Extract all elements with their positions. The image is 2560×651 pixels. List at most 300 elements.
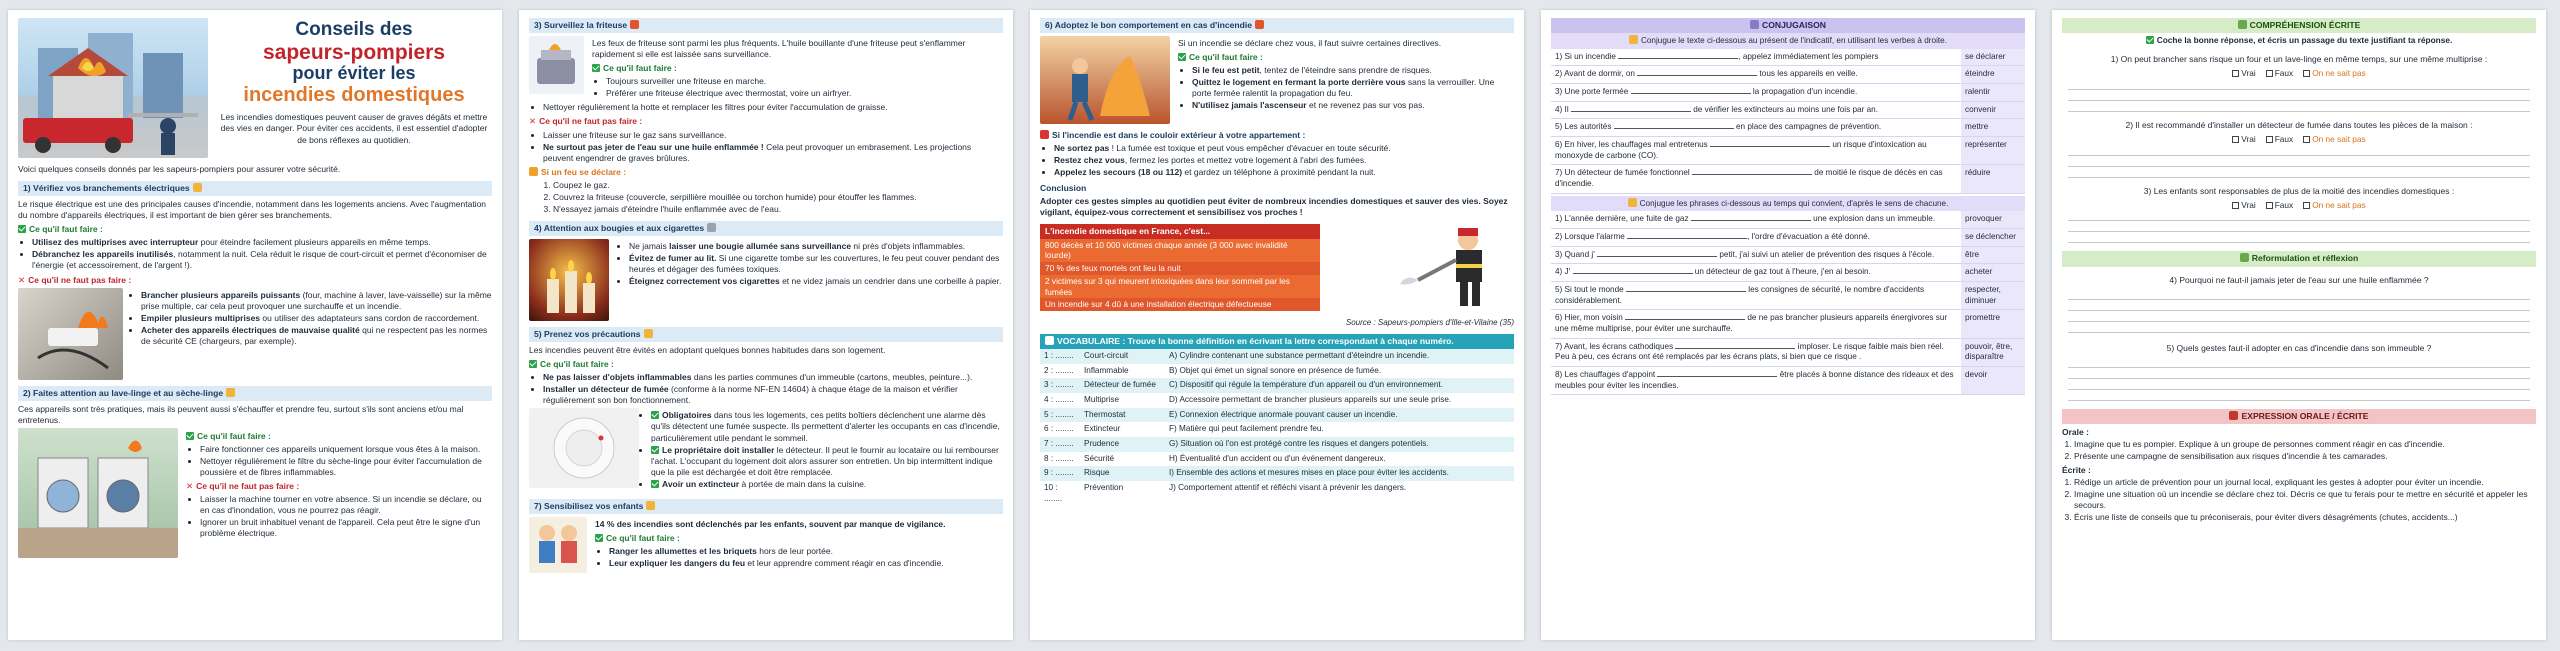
list-item bbox=[141, 313, 492, 324]
conjugation-row bbox=[1551, 264, 2025, 282]
conjugation-table-2 bbox=[1551, 211, 2025, 395]
check-icon bbox=[1178, 53, 1186, 61]
bold-text: N'utilisez jamais l'ascenseur bbox=[1192, 100, 1307, 111]
section-4-heading bbox=[529, 221, 1003, 236]
blank-field[interactable] bbox=[1618, 52, 1738, 59]
fire-icon bbox=[1255, 20, 1264, 29]
corridor-list bbox=[1054, 143, 1514, 178]
option-label: Vrai bbox=[2241, 199, 2256, 210]
do-heading bbox=[1178, 52, 1514, 63]
sentence-cell bbox=[1551, 229, 1961, 247]
list-item: 1. Imagine que tu es pompier. Explique à un groupe de personnes comment réagir en cas d'incendie. bbox=[2074, 439, 2536, 450]
list-item bbox=[32, 249, 492, 271]
vocab-definition: A) Cylindre contenant une substance permettant d'éteindre un incendie. bbox=[1165, 349, 1514, 364]
option-1[interactable] bbox=[2266, 200, 2293, 210]
sentence-end: les consignes de sécurité, le nombre d'accidents considérablement. bbox=[1555, 285, 1925, 305]
bold-text: Appelez les secours (18 ou 112) bbox=[1054, 167, 1183, 178]
answer-line[interactable] bbox=[2068, 90, 2530, 101]
verb-cell: provoquer bbox=[1961, 211, 2025, 228]
list-item: • Laisser la machine tourner en votre absence. Si un incendie se déclare, ou en cas d'inondation, vous ne pourrez pas réagir. bbox=[200, 494, 492, 516]
sentence-end: de vérifier les extincteurs au moins une fois par an. bbox=[1690, 104, 1878, 114]
do-heading bbox=[595, 533, 1003, 544]
facts-box bbox=[1040, 224, 1514, 314]
expression-title: EXPRESSION ORALE / ÉCRITE bbox=[2241, 410, 2369, 421]
answer-line[interactable] bbox=[2068, 368, 2530, 379]
answer-line[interactable] bbox=[2068, 221, 2530, 232]
text: à portée de main dans la cuisine. bbox=[739, 478, 867, 489]
list-item bbox=[651, 479, 1003, 490]
s3-do-list-2 bbox=[543, 102, 1003, 113]
answer-line[interactable] bbox=[2068, 311, 2530, 322]
answer-line[interactable] bbox=[2068, 79, 2530, 90]
option-label: On ne sait pas bbox=[2312, 133, 2366, 144]
list-item: 2. Imagine une situation où un incendie se déclare chez toi. Décris ce que tu ferais pour te mettre en sécurité et appeler les secours. bbox=[2074, 489, 2536, 511]
blank-field[interactable] bbox=[1710, 140, 1830, 147]
book-icon bbox=[1045, 336, 1054, 345]
section-1-heading bbox=[18, 181, 492, 196]
check-icon bbox=[651, 411, 659, 419]
answer-options bbox=[2062, 68, 2536, 79]
list-item: • Nettoyer régulièrement le filtre du sèche-linge pour éviter l'accumulation de poussière et de fibres inflammables. bbox=[200, 456, 492, 478]
sentence-end: une explosion dans un immeuble. bbox=[1810, 214, 1936, 224]
comprehension-instruction bbox=[2062, 35, 2536, 46]
list-item bbox=[543, 372, 1003, 383]
option-0[interactable] bbox=[2232, 68, 2255, 78]
blank-field[interactable] bbox=[1597, 250, 1717, 257]
checkbox[interactable] bbox=[2303, 70, 2310, 77]
section-5-heading bbox=[529, 327, 1003, 342]
blank-field[interactable] bbox=[1631, 87, 1751, 94]
dont-heading bbox=[18, 275, 492, 286]
house-fire-illustration bbox=[18, 18, 208, 158]
bold-text: Évitez de fumer au lit. bbox=[629, 253, 717, 264]
checkbox[interactable] bbox=[2303, 202, 2310, 209]
option-0[interactable] bbox=[2232, 134, 2255, 144]
conjugation-row bbox=[1551, 211, 2025, 228]
do-heading bbox=[186, 431, 492, 442]
text: et leur apprendre comment réagir en cas d'incendie. bbox=[745, 558, 944, 569]
bold-text: Brancher plusieurs appareils puissants bbox=[141, 289, 301, 300]
blank-field[interactable] bbox=[1614, 122, 1734, 129]
text: hors de leur portée. bbox=[756, 546, 833, 556]
oral-heading: Orale : bbox=[2062, 426, 2089, 437]
vocab-number[interactable]: 6 : ........ bbox=[1040, 422, 1080, 437]
face-icon bbox=[226, 388, 235, 397]
question-2: 2) Il est recommandé d'installer un détecteur de fumée dans toutes les pièces de la maison : bbox=[2125, 119, 2473, 130]
check-icon bbox=[651, 446, 659, 454]
list-item bbox=[651, 445, 1003, 478]
sentence-end: de moitié le risque de décès en cas d'incendie. bbox=[1555, 168, 1943, 189]
answer-line[interactable] bbox=[2068, 322, 2530, 333]
conclusion-text: Adopter ces gestes simples au quotidien peut éviter de nombreux incendies domestiques et sauver des vies. Soyez vigilant, équipez-vous correctement et sensibilisez vos proches ! bbox=[1040, 196, 1508, 218]
checkbox[interactable] bbox=[2232, 202, 2239, 209]
blank-field[interactable] bbox=[1675, 342, 1795, 349]
do-label: Ce qu'il faut faire : bbox=[1189, 52, 1263, 63]
list-item bbox=[1192, 100, 1514, 111]
sentence-start: 4) J' bbox=[1555, 267, 1573, 277]
verb-cell: éteindre bbox=[1961, 66, 2025, 84]
blank-field[interactable] bbox=[1691, 214, 1811, 221]
list-item bbox=[609, 558, 1003, 569]
list-item: 3. Écris une liste de conseils que tu préconiserais, pour éviter divers désagréments (chutes, accidents...) bbox=[2074, 512, 2536, 523]
option-label: Vrai bbox=[2241, 68, 2256, 78]
vocab-word: Prudence bbox=[1080, 437, 1165, 452]
option-1[interactable] bbox=[2266, 134, 2293, 144]
fire-heading bbox=[529, 167, 1003, 178]
conjugation-instruction-2 bbox=[1551, 196, 2025, 212]
vocab-row bbox=[1040, 452, 1514, 467]
list-item bbox=[1054, 155, 1514, 166]
list-item: 3. N'essayez jamais d'éteindre l'huile enflammée avec de l'eau. bbox=[553, 204, 1003, 215]
text: qui ne respectent pas les normes de sécurité CE (chargeurs, par exemple). bbox=[141, 324, 488, 346]
list-item: • Faire fonctionner ces appareils uniquement lorsque vous êtes à la maison. bbox=[200, 444, 492, 455]
blank-field[interactable] bbox=[1692, 168, 1812, 175]
vocab-definition: G) Situation où l'on est protégé contre les risques et dangers potentiels. bbox=[1165, 437, 1514, 452]
blank-field[interactable] bbox=[1571, 105, 1691, 112]
s4-row bbox=[529, 239, 1003, 321]
option-2[interactable] bbox=[2303, 200, 2366, 210]
vocab-row bbox=[1040, 481, 1514, 506]
expression-heading bbox=[2062, 409, 2536, 424]
overloaded-outlet-image bbox=[18, 288, 123, 380]
dont-label: Ce qu'il ne faut pas faire : bbox=[196, 481, 300, 491]
list-item bbox=[141, 290, 492, 312]
smoke-detector-image bbox=[529, 408, 639, 488]
sentence-start: 2) Lorsque l'alarme bbox=[1555, 232, 1628, 242]
oral-list bbox=[2074, 439, 2536, 462]
blank-field[interactable] bbox=[1657, 370, 1777, 377]
section-5-title: 5) Prenez vos précautions bbox=[534, 329, 641, 339]
sentence-start: 8) Les chauffages d'appoint bbox=[1555, 369, 1658, 379]
blank-field[interactable] bbox=[1625, 313, 1745, 320]
vocab-row bbox=[1040, 437, 1514, 452]
sentence-start: 7) Avant, les écrans cathodiques bbox=[1555, 341, 1676, 351]
section-3-title: 3) Surveillez la friteuse bbox=[534, 20, 628, 30]
text: , fermez les portes et mettez votre logement à l'abri des fumées. bbox=[1124, 155, 1367, 166]
instruction-text: Conjugue le texte ci-dessous au présent de l'indicatif, en utilisant les verbes à droite. bbox=[1640, 36, 1948, 46]
intro-text: Voici quelques conseils donnés par les sapeurs-pompiers pour assurer votre sécurité. bbox=[18, 164, 341, 174]
vocab-word: Risque bbox=[1080, 466, 1165, 481]
reflection-title: Reformulation et réflexion bbox=[2251, 253, 2359, 264]
text: le détecteur. Il peut le fournir au locataire ou lui rembourser l'achat. L'occupant du logement doit alors assurer son entretien. Un bip intermittent indique que la pile est déchargée et doit être remplacée. bbox=[651, 444, 999, 477]
list-item bbox=[629, 241, 1003, 252]
answer-line[interactable] bbox=[2068, 357, 2530, 368]
option-label: Faux bbox=[2274, 199, 2294, 210]
hero bbox=[18, 18, 492, 158]
book-icon bbox=[1750, 20, 1759, 29]
verb-cell: mettre bbox=[1961, 119, 2025, 137]
section-7-heading bbox=[529, 499, 1003, 514]
evacuation-image bbox=[1040, 36, 1170, 124]
list-item: • Ignorer un bruit inhabituel venant de l'appareil. Cela peut être le signe d'un problème électrique. bbox=[200, 517, 492, 539]
vocab-title: VOCABULAIRE : Trouve la bonne définition en écrivant la lettre correspondant à chaque numéro. bbox=[1057, 335, 1454, 346]
checkbox[interactable] bbox=[2266, 202, 2273, 209]
list-item: • Nettoyer régulièrement la hotte et remplacer les filtres pour éviter l'accumulation de graisse. bbox=[543, 102, 1003, 113]
source-credit: Source : Sapeurs-pompiers d'Ille-et-Vilaine (35) bbox=[1345, 317, 1514, 327]
sentence-start: 2) Avant de dormir, on bbox=[1555, 69, 1638, 79]
vocab-row bbox=[1040, 378, 1514, 393]
list-item bbox=[629, 253, 1003, 275]
s2-text-block bbox=[186, 428, 492, 541]
answer-line[interactable] bbox=[2068, 156, 2530, 167]
text: Laisser une friteuse sur le gaz sans surveillance. bbox=[543, 129, 727, 140]
verb-cell: respecter, diminuer bbox=[1961, 282, 2025, 310]
s7-block bbox=[595, 517, 1003, 571]
section-5-text: Les incendies peuvent être évités en adoptant quelques bonnes habitudes dans son logement. bbox=[529, 345, 886, 356]
s1-dont-list bbox=[141, 289, 492, 348]
s3-dont-list bbox=[543, 130, 1003, 164]
sentence-cell bbox=[1551, 165, 1961, 193]
s3-steps bbox=[553, 180, 1003, 215]
text: sans la verrouiller. Une porte fermée ralentit la propagation du feu. bbox=[1192, 77, 1495, 99]
questions-block bbox=[2062, 54, 2536, 243]
vocab-number[interactable]: 5 : ........ bbox=[1040, 408, 1080, 423]
dont-label: Ce qu'il ne faut pas faire : bbox=[28, 274, 132, 285]
fact-item: Un incendie sur 4 dû à une installation électrique défectueuse bbox=[1040, 298, 1320, 311]
check-icon bbox=[651, 480, 659, 488]
list-item: 1. Coupez le gaz. bbox=[553, 180, 1003, 191]
vocab-number[interactable]: 10 : ........ bbox=[1040, 481, 1080, 506]
sentence-cell bbox=[1551, 246, 1961, 264]
verb-cell: promettre bbox=[1961, 310, 2025, 338]
vocab-word: Sécurité bbox=[1080, 452, 1165, 467]
cross-icon: ✕ bbox=[186, 481, 194, 491]
sentence-end: la propagation d'un incendie. bbox=[1750, 87, 1858, 97]
written-list bbox=[2074, 477, 2536, 523]
vocab-number[interactable]: 4 : ........ bbox=[1040, 393, 1080, 408]
vocab-definition: E) Connexion électrique anormale pouvant causer un incendie. bbox=[1165, 408, 1514, 423]
vocab-number[interactable]: 9 : ........ bbox=[1040, 466, 1080, 481]
conjugation-title: CONJUGAISON bbox=[1762, 20, 1826, 30]
sentence-cell bbox=[1551, 137, 1961, 165]
section-2-text: Ces appareils sont très pratiques, mais ils peuvent aussi s'échauffer et prendre feu, surtout s'ils sont anciens et/ou mal entretenus. bbox=[18, 403, 464, 425]
option-2[interactable] bbox=[2303, 134, 2366, 144]
bold-text: Obligatoires bbox=[662, 410, 712, 421]
checkbox[interactable] bbox=[2232, 70, 2239, 77]
answer-line[interactable] bbox=[2068, 300, 2530, 311]
text: ni près d'objets inflammables. bbox=[851, 241, 966, 251]
s1-do-list bbox=[32, 237, 492, 271]
check-icon bbox=[529, 360, 537, 368]
verb-cell: pouvoir, être, disparaître bbox=[1961, 338, 2025, 366]
check-icon bbox=[18, 225, 26, 233]
comprehension-heading bbox=[2062, 18, 2536, 33]
reflection-heading bbox=[2062, 251, 2536, 266]
bold-text: Restez chez vous bbox=[1054, 155, 1125, 166]
vocab-word: Thermostat bbox=[1080, 408, 1165, 423]
instruction-text: Coche la bonne réponse, et écris un passage du texte justifiant ta réponse. bbox=[2156, 35, 2453, 46]
list-item: • Préférer une friteuse électrique avec thermostat, voire un airfryer. bbox=[606, 88, 1003, 99]
do-label: Ce qu'il faut faire : bbox=[29, 224, 103, 235]
question-1: 1) On peut brancher sans risque un four et un lave-linge en même temps, sur une même multiprise : bbox=[2110, 53, 2488, 64]
do-heading bbox=[529, 359, 1003, 370]
answer-line[interactable] bbox=[2068, 232, 2530, 243]
washing-machine-illustration bbox=[18, 428, 178, 558]
bold-text: Avoir un extincteur bbox=[662, 478, 740, 489]
sentence-end: un détecteur de gaz tout à l'heure, j'en ai besoin. bbox=[1692, 267, 1871, 277]
list-item bbox=[1192, 77, 1514, 99]
list-item: • Toujours surveiller une friteuse en marche. bbox=[606, 76, 1003, 87]
option-1[interactable] bbox=[2266, 68, 2293, 78]
option-0[interactable] bbox=[2232, 200, 2255, 210]
bold-text: Le propriétaire doit installer bbox=[662, 444, 775, 455]
s3-row bbox=[529, 36, 1003, 101]
s2-row bbox=[18, 428, 492, 558]
s3-do-list bbox=[606, 76, 1003, 99]
vocab-word: Prévention bbox=[1080, 481, 1165, 506]
section-6-heading bbox=[1040, 18, 1514, 33]
book-icon bbox=[2238, 20, 2247, 29]
pencil-icon bbox=[2240, 253, 2249, 262]
text: et gardez un téléphone à proximité pendant la nuit. bbox=[1182, 167, 1376, 178]
conjugation-row bbox=[1551, 84, 2025, 102]
verb-cell: se déclarer bbox=[1961, 49, 2025, 66]
section-3-text: Les feux de friteuse sont parmi les plus fréquents. L'huile bouillante d'une friteuse peut s'enflammer rapidement si elle est laissée sans surveillance. bbox=[592, 38, 966, 60]
checkbox[interactable] bbox=[2232, 136, 2239, 143]
title-line-4: incendies domestiques bbox=[243, 83, 465, 106]
section-2-title: 2) Faites attention au lave-linge et au sèche-linge bbox=[23, 387, 224, 398]
sentence-end: petit, j'ai suivi un atelier de prévention des risques à l'école. bbox=[1717, 249, 1935, 259]
answer-line[interactable] bbox=[2068, 210, 2530, 221]
do-label: Ce qu'il faut faire : bbox=[603, 63, 677, 74]
page-3 bbox=[1030, 10, 1524, 640]
verb-cell: se déclencher bbox=[1961, 229, 2025, 247]
sentence-end: de ne pas brancher plusieurs appareils énergivores sur une même multiprise, pour éviter une surchauffe. bbox=[1555, 313, 1948, 333]
sentence-end: être placés à bonne distance des rideaux et des meubles pour éviter les incendies. bbox=[1555, 369, 1954, 390]
option-2[interactable] bbox=[2303, 68, 2366, 78]
sentence-end: tous les appareils en veille. bbox=[1757, 69, 1858, 79]
list-item bbox=[1054, 167, 1514, 178]
bold-text: Utilisez des multiprises avec interrupteur bbox=[32, 237, 199, 248]
option-label: Vrai bbox=[2241, 133, 2256, 144]
star-icon bbox=[1628, 198, 1637, 207]
s3-block bbox=[592, 36, 1003, 101]
sentence-end: en place des campagnes de prévention. bbox=[1733, 122, 1882, 132]
bold-text: Leur expliquer les dangers du feu bbox=[609, 558, 746, 569]
conjugation-heading bbox=[1551, 18, 2025, 33]
vocab-row bbox=[1040, 466, 1514, 481]
list-item bbox=[32, 237, 492, 248]
sentence-cell bbox=[1551, 338, 1961, 366]
s7-do-list bbox=[609, 546, 1003, 569]
section-1-title: 1) Vérifiez vos branchements électriques bbox=[23, 183, 190, 194]
vocab-definition: I) Ensemble des actions et mesures mises en place pour éviter les accidents. bbox=[1165, 466, 1514, 481]
vocab-number[interactable]: 2 : ........ bbox=[1040, 364, 1080, 379]
verb-cell: convenir bbox=[1961, 101, 2025, 119]
text: pour éteindre facilement plusieurs appareils en même temps. bbox=[198, 237, 431, 248]
sentence-cell bbox=[1551, 282, 1961, 310]
do-heading bbox=[18, 224, 492, 235]
conclusion-heading: Conclusion bbox=[1040, 183, 1087, 194]
do-heading bbox=[592, 63, 1003, 74]
vocab-word: Extincteur bbox=[1080, 422, 1165, 437]
hero-subtitle: Les incendies domestiques peuvent causer de graves dégâts et mettre des vies en danger. Pour éviter ces accidents, il est essentiel d'adopter de bons réflexes au quotidien. bbox=[220, 111, 488, 145]
verb-cell: ralentir bbox=[1961, 84, 2025, 102]
answer-line[interactable] bbox=[2068, 167, 2530, 178]
question-4: 4) Pourquoi ne faut-il jamais jeter de l'eau sur une huile enflammée ? bbox=[2169, 274, 2429, 285]
sentence-start: 5) Les autorités bbox=[1555, 122, 1614, 132]
bold-text: Empiler plusieurs multiprises bbox=[141, 312, 261, 323]
answer-line[interactable] bbox=[2068, 390, 2530, 401]
conjugation-row bbox=[1551, 137, 2025, 165]
text: , notamment la nuit. Cela réduit le risque de court-circuit et permet d'économiser de l'énergie (et accessoirement, de l'argent !). bbox=[32, 249, 487, 271]
answer-line[interactable] bbox=[2068, 145, 2530, 156]
page-1 bbox=[8, 10, 502, 640]
checkbox[interactable] bbox=[2303, 136, 2310, 143]
dont-heading bbox=[186, 481, 492, 492]
blank-field[interactable] bbox=[1573, 267, 1693, 274]
facts-heading: L'incendie domestique en France, c'est... bbox=[1040, 224, 1320, 239]
conjugation-row bbox=[1551, 49, 2025, 66]
list-item bbox=[1054, 143, 1514, 154]
answer-line[interactable] bbox=[2068, 101, 2530, 112]
checkbox[interactable] bbox=[2266, 136, 2273, 143]
sentence-start: 7) Un détecteur de fumée fonctionnel bbox=[1555, 168, 1692, 178]
fire-icon bbox=[630, 20, 639, 29]
fire-label: Si un feu se déclare : bbox=[541, 166, 627, 177]
answer-line[interactable] bbox=[2068, 379, 2530, 390]
vocab-row bbox=[1040, 393, 1514, 408]
sentence-start: 6) Hier, mon voisin bbox=[1555, 313, 1626, 323]
blank-field[interactable] bbox=[1637, 69, 1757, 76]
vocab-number[interactable]: 8 : ........ bbox=[1040, 452, 1080, 467]
section-1-text: Le risque électrique est une des principales causes d'incendie, notamment dans les logements anciens. Avec l'augmentation du nombre d'appareils électriques, il est important de bien gérer ses branchements. bbox=[18, 199, 487, 221]
s4-list bbox=[629, 240, 1003, 288]
bold-text: Installer un détecteur de fumée bbox=[543, 384, 669, 395]
corridor-heading bbox=[1040, 130, 1514, 141]
option-label: Faux bbox=[2274, 68, 2294, 78]
vocab-definition: C) Dispositif qui régule la température d'un appareil ou d'un environnement. bbox=[1165, 378, 1514, 393]
checkbox[interactable] bbox=[2266, 70, 2273, 77]
sentence-end: imploser. Le risque faible mais bien réel. Peu à peu, ces écrans ont été remplacés par les écrans plats, si bien que ce risque . bbox=[1555, 341, 1944, 362]
fryer-illustration bbox=[529, 36, 584, 94]
vocab-heading bbox=[1040, 334, 1514, 349]
section-6-text: Si un incendie se déclare chez vous, il faut suivre certaines directives. bbox=[1178, 38, 1442, 49]
verb-cell: devoir bbox=[1961, 366, 2025, 394]
sentence-end: , l'ordre d'évacuation a été donné. bbox=[1747, 232, 1870, 242]
vocab-word: Inflammable bbox=[1080, 364, 1165, 379]
verb-cell: réduire bbox=[1961, 165, 2025, 193]
blank-field[interactable] bbox=[1627, 232, 1747, 239]
bold-text: laisser une bougie allumée sans surveillance bbox=[669, 241, 852, 251]
section-7-text: 14 % des incendies sont déclenchés par les enfants, souvent par manque de vigilance. bbox=[595, 518, 946, 529]
star-icon bbox=[1629, 35, 1638, 44]
vocab-number[interactable]: 3 : ........ bbox=[1040, 378, 1080, 393]
instruction-text: Conjugue les phrases ci-dessous au temps qui convient, d'après le sens de chacune. bbox=[1639, 198, 1949, 208]
do-label: Ce qu'il faut faire : bbox=[606, 532, 680, 543]
conjugation-row bbox=[1551, 338, 2025, 366]
blank-field[interactable] bbox=[1626, 285, 1746, 292]
text: ou utiliser des adaptateurs sans cordon de raccordement. bbox=[260, 312, 480, 323]
fire-icon bbox=[529, 167, 538, 176]
s5-do-list bbox=[543, 372, 1003, 406]
vocab-number[interactable]: 1 : ........ bbox=[1040, 349, 1080, 364]
vocab-word: Multiprise bbox=[1080, 393, 1165, 408]
page-2 bbox=[519, 10, 1013, 640]
vocab-row bbox=[1040, 408, 1514, 423]
vocab-definition: D) Accessoire permettant de brancher plusieurs appareils sur une seule prise. bbox=[1165, 393, 1514, 408]
list-item bbox=[651, 410, 1003, 443]
bold-text: Ranger les allumettes et les briquets bbox=[609, 546, 757, 556]
sentence-cell bbox=[1551, 101, 1961, 119]
answer-line[interactable] bbox=[2068, 289, 2530, 300]
text: ! La fumée est toxique et peut vous empêcher d'évacuer en toute sécurité. bbox=[1109, 143, 1391, 154]
theater-icon bbox=[2229, 411, 2238, 420]
vocab-number[interactable]: 7 : ........ bbox=[1040, 437, 1080, 452]
vocab-row bbox=[1040, 349, 1514, 364]
check-icon bbox=[592, 64, 600, 72]
sentence-start: 1) L'année dernière, une fuite de gaz bbox=[1555, 214, 1691, 224]
